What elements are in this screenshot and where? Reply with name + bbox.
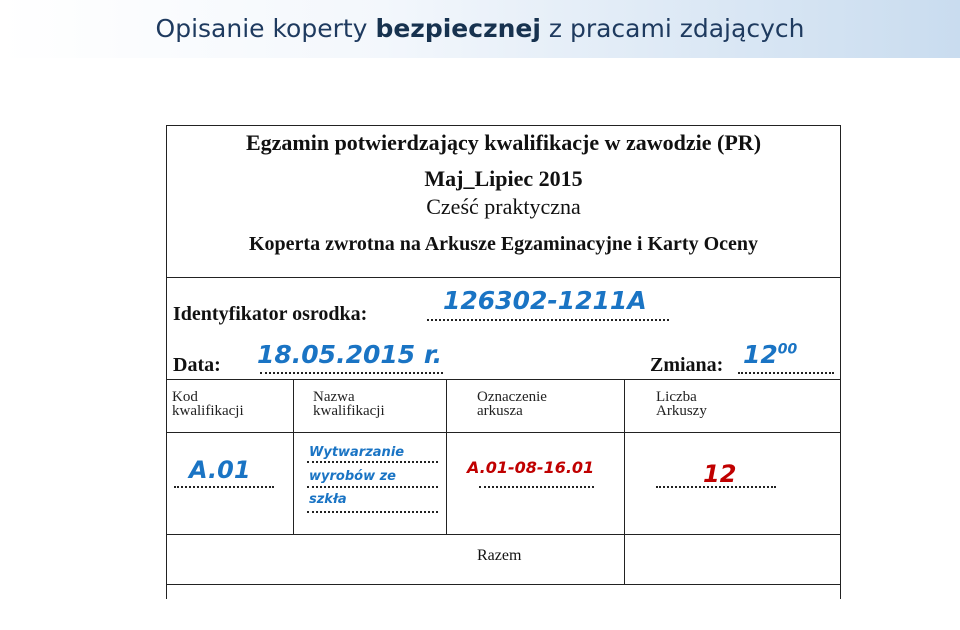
column-header-qual-code	[172, 390, 244, 418]
form-header-part: Cześć praktyczna	[426, 194, 581, 219]
center-id-value: 126302-1211A	[443, 286, 647, 315]
shift-dotted-line	[738, 372, 834, 374]
column-header-text: kwalifikacji	[313, 403, 385, 419]
sheet-mark-value: A.01-08-16.01	[467, 458, 595, 477]
form-header-session: Maj_Lipiec 2015	[424, 166, 583, 191]
table-col-divider	[624, 379, 625, 584]
date-dotted-line	[260, 372, 443, 374]
shift-hour: 12	[743, 340, 778, 369]
column-header-text: arkusza	[477, 403, 523, 419]
qual-code-value: A.01	[189, 456, 251, 484]
column-header-text: Nazwa	[313, 389, 355, 405]
total-label: Razem	[477, 547, 522, 564]
slide-title-emphasis: bezpiecznej	[375, 14, 541, 43]
date-label: Data:	[173, 354, 221, 376]
divider	[167, 277, 840, 278]
sheet-count-value: 12	[703, 460, 737, 488]
qual-name-dotted-line	[307, 461, 438, 463]
qual-name-dotted-line	[307, 511, 438, 513]
table-col-divider	[446, 379, 447, 534]
qual-name-value-line2: wyrobów ze	[309, 469, 396, 484]
slide-title-text-end: z pracami zdających	[540, 14, 805, 43]
column-header-text: Oznaczenie	[477, 389, 547, 405]
sheet-mark-dotted-line	[479, 486, 594, 488]
table-top-border	[167, 379, 840, 380]
qual-name-value-line1: Wytwarzanie	[309, 445, 405, 460]
column-header-text: Liczba	[656, 389, 697, 405]
table-total-border	[167, 584, 840, 585]
center-id-dotted-line	[427, 319, 669, 321]
shift-minutes: 00	[777, 341, 798, 358]
table-col-divider	[293, 379, 294, 534]
form-header-exam: Egzamin potwierdzający kwalifikacje w zawodzie (PR)	[245, 130, 762, 155]
form-header-envelope: Koperta zwrotna na Arkusze Egzaminacyjne i Karty Oceny	[248, 233, 758, 255]
slide-title	[0, 0, 960, 58]
column-header-sheet-mark	[477, 390, 547, 418]
qual-code-dotted-line	[174, 486, 274, 488]
shift-value	[743, 340, 797, 369]
column-header-text: kwalifikacji	[172, 403, 244, 419]
column-header-text: Kod	[172, 389, 198, 405]
qual-name-value-line3: szkła	[309, 492, 347, 507]
center-id-label: Identyfikator osrodka:	[173, 303, 368, 325]
column-header-sheet-count	[656, 390, 707, 418]
date-value: 18.05.2015 r.	[257, 340, 443, 369]
column-header-qual-name	[313, 390, 385, 418]
slide-title-text: Opisanie koperty	[155, 14, 376, 43]
shift-label: Zmiana:	[650, 354, 724, 376]
table-row-border	[167, 534, 840, 535]
column-header-text: Arkuszy	[656, 403, 707, 419]
table-header-border	[167, 432, 840, 433]
qual-name-dotted-line	[307, 486, 438, 488]
envelope-form	[166, 125, 841, 599]
